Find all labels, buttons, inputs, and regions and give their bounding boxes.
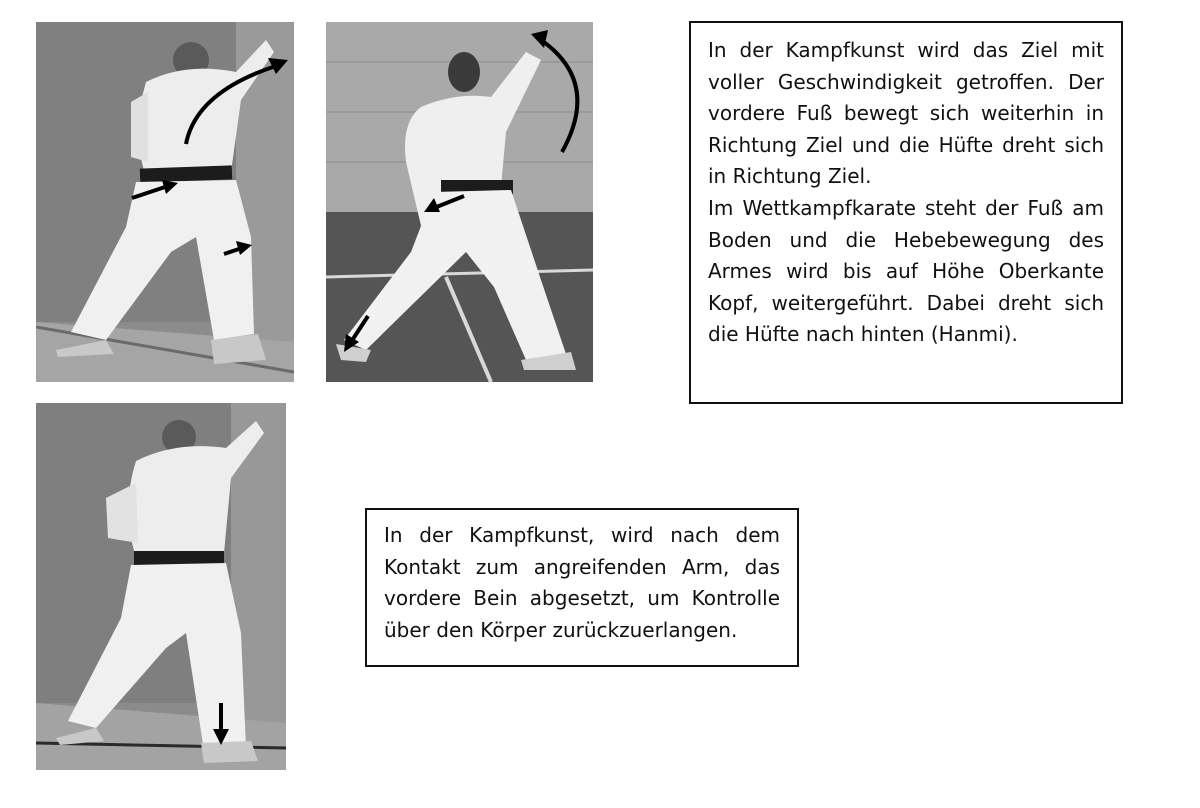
explanation-paragraph-martial-art: In der Kampfkunst wird das Ziel mit voller Geschwindigkeit getroffen. Der vordere Fuß bewegt sich weiterhin in Richtung Ziel und die Hüfte dreht sich in Richtung Ziel. <box>708 38 1104 189</box>
explanation-paragraph-leg-control: In der Kampfkunst, wird nach dem Kontakt zum angreifenden Arm, das vordere Bein abgesetzt, um Kontrolle über den Körper zurückzuerlangen. <box>384 523 780 642</box>
photo-wall-strike-with-hip-arrows <box>36 22 294 382</box>
explanation-paragraph-competition: Im Wettkampfkarate steht der Fuß am Boden und die Hebebewegung des Armes wird bis auf Höhe Oberkante Kopf, weitergeführt. Dabei dreht sich die Hüfte nach hinten (Hanmi). <box>708 195 1104 347</box>
explanation-box-martial-art-vs-competition <box>689 21 1123 404</box>
explanation-box-leg-control <box>365 508 799 667</box>
photo-competition-stance-raised-arm <box>326 22 593 382</box>
photo-wall-front-leg-set-down <box>36 403 286 770</box>
